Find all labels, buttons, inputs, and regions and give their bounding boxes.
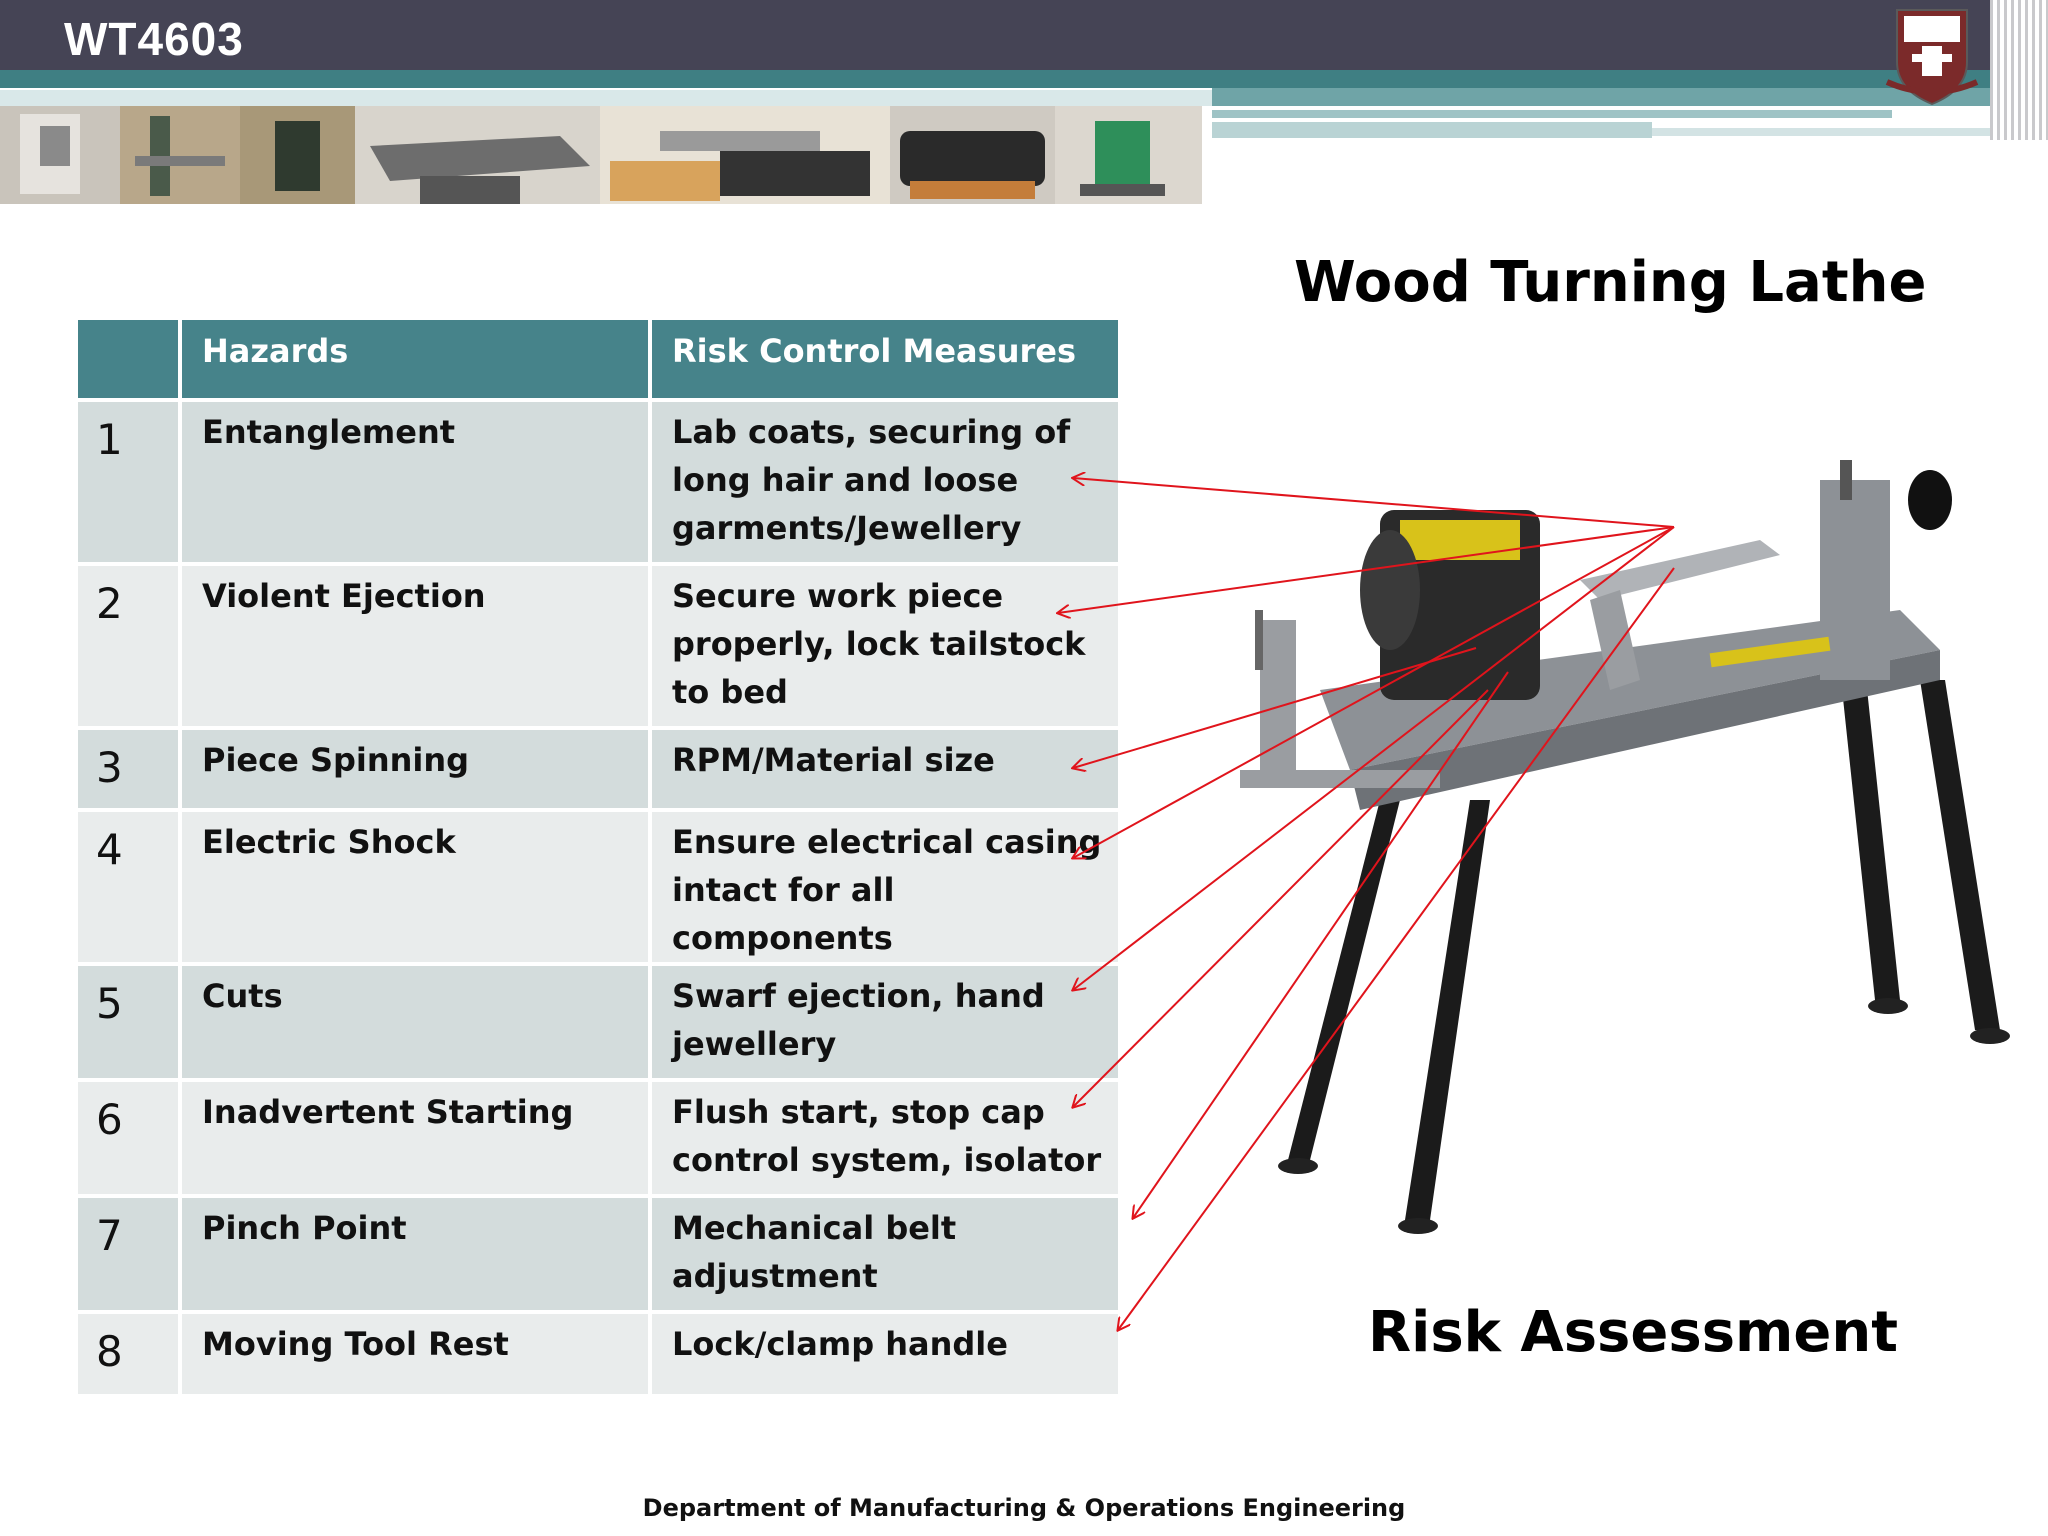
university-crest-logo bbox=[1882, 2, 1982, 108]
hazard-cell: Entanglement bbox=[182, 402, 652, 566]
header-stripe bbox=[1212, 122, 1652, 138]
hazard-cell: Inadvertent Starting bbox=[182, 1082, 652, 1198]
workshop-machines-photo-strip bbox=[0, 106, 1202, 204]
hazard-cell: Cuts bbox=[182, 966, 652, 1082]
header-bar bbox=[0, 0, 2048, 70]
control-cell: Flush start, stop cap control system, isolator bbox=[652, 1082, 1122, 1198]
row-number: 2 bbox=[78, 566, 182, 730]
control-cell: Ensure electrical casing intact for all components bbox=[652, 812, 1122, 966]
table-row bbox=[78, 1082, 1122, 1198]
control-cell: Lock/clamp handle bbox=[652, 1314, 1122, 1398]
header-stripe bbox=[1212, 110, 1892, 118]
table-row bbox=[78, 566, 1122, 730]
row-number: 6 bbox=[78, 1082, 182, 1198]
column-header-number bbox=[78, 320, 182, 402]
row-number: 3 bbox=[78, 730, 182, 812]
footer-department: Department of Manufacturing & Operations Engineering bbox=[642, 1494, 1406, 1522]
control-cell: Swarf ejection, hand jewellery bbox=[652, 966, 1122, 1082]
table-row bbox=[78, 1314, 1122, 1398]
table-header-row bbox=[78, 320, 1122, 402]
table-row bbox=[78, 402, 1122, 566]
table-row bbox=[78, 966, 1122, 1082]
header-teal-band bbox=[0, 70, 2048, 88]
slide-subtitle: Risk Assessment bbox=[1368, 1300, 1899, 1365]
control-cell: Lab coats, securing of long hair and loose garments/Jewellery bbox=[652, 402, 1122, 566]
hazard-cell: Electric Shock bbox=[182, 812, 652, 966]
row-number: 8 bbox=[78, 1314, 182, 1398]
row-number: 1 bbox=[78, 402, 182, 566]
photo-strip-frame bbox=[0, 90, 1212, 106]
course-code: WT4603 bbox=[64, 13, 244, 65]
column-header-controls: Risk Control Measures bbox=[652, 320, 1122, 402]
row-number: 5 bbox=[78, 966, 182, 1082]
table-row bbox=[78, 730, 1122, 812]
column-header-hazards: Hazards bbox=[182, 320, 652, 402]
hazard-cell: Violent Ejection bbox=[182, 566, 652, 730]
header-stripe bbox=[1652, 128, 2012, 136]
control-cell: Mechanical belt adjustment bbox=[652, 1198, 1122, 1314]
slide-title: Wood Turning Lathe bbox=[1294, 250, 1927, 315]
row-number: 4 bbox=[78, 812, 182, 966]
hazard-cell: Piece Spinning bbox=[182, 730, 652, 812]
row-number: 7 bbox=[78, 1198, 182, 1314]
wood-turning-lathe-image bbox=[1200, 440, 2030, 1240]
table-row bbox=[78, 812, 1122, 966]
hazard-cell: Pinch Point bbox=[182, 1198, 652, 1314]
control-cell: Secure work piece properly, lock tailstock to bed bbox=[652, 566, 1122, 730]
hazard-cell: Moving Tool Rest bbox=[182, 1314, 652, 1398]
risk-assessment-table bbox=[78, 320, 1122, 1398]
control-cell: RPM/Material size bbox=[652, 730, 1122, 812]
table-row bbox=[78, 1198, 1122, 1314]
header-edge-stripes bbox=[1990, 0, 2048, 140]
